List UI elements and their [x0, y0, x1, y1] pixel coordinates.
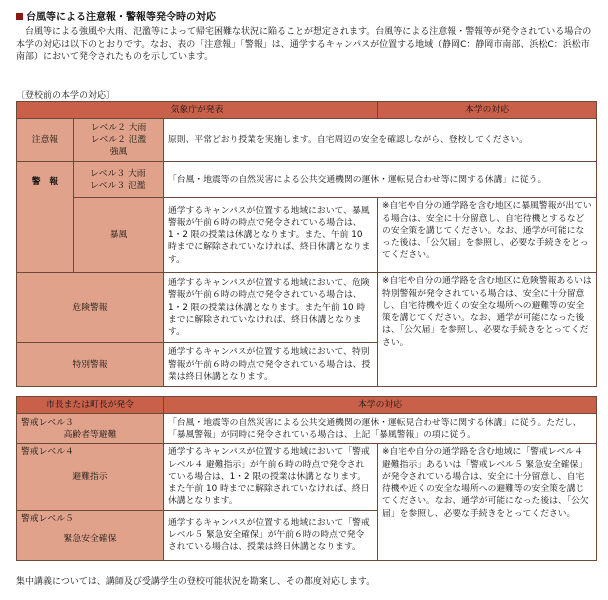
- level5-action: 通学するキャンパスが位置する地域において「警戒レベル５ 緊急安全確保」が午前６時の時点で発令されている場合は、授業は終日休講となります。: [164, 510, 378, 560]
- header-issued-by-jma: 気象庁が発表: [17, 102, 378, 119]
- bofu-action: 通学するキャンパスが位置する地域において、暴風警報が午前６時の時点で発令されている場合は、1・2 限の授業は休講となります。また、午前 10 時までに解除されていなければ、終日休講となります。: [164, 198, 378, 273]
- tokubetsu-label: 特別警報: [17, 343, 164, 387]
- header-university-response: 本学の対応: [378, 102, 597, 119]
- level45-note: ※自宅や自分の通学路を含む地域に「警戒レベル４ 避難指示」あるいは「警戒レベル５ 緊急安全確保」が発令されている場合は、安全に十分留意し、自宅待機や近くの安全な場所への避難等の安全策を講じてください。なお、通学が可能になった後は、「公欠届」を参照し、必要な手続きをとってください。: [378, 444, 597, 560]
- level3-label: [17, 414, 164, 444]
- level3-action: 「台風・地震等の自然災害による公共交通機関の運休・運転見合わせ等に関する休講」に従う。ただし、「暴風警報」が同時に発令されている場合は、上記「暴風警報」の項に従う。: [164, 414, 597, 444]
- table-header-row: [17, 397, 597, 414]
- level4-action: 通学するキャンパスが位置する地域において「警戒レベル４ 避難指示」が午前６時の時点で発令されている場合は、1・2 限の授業は休講となります。また午前 10 時までに解除されていなければ、終日休講となります。: [164, 444, 378, 510]
- table-row-level4: [17, 444, 597, 510]
- level5-title: 警戒レベル５: [21, 513, 74, 524]
- bullet-icon: [16, 13, 23, 20]
- chuiho-action: 原則、平常どおり授業を実施します。自宅周辺の安全を確認しながら、登校してください。: [164, 119, 597, 162]
- level4-title: 警戒レベル４: [21, 447, 74, 458]
- kiken-action: 通学するキャンパスが位置する地域において、危険警報が午前６時の時点で発令されている場合は、1・2 限の授業は休講となります。また午前 10 時までに解除されていなければ、終日休講となります。: [164, 273, 378, 343]
- before-school-table: [16, 101, 597, 387]
- bofu-note: ※自宅や自分の通学路を含む地区に暴風警報が出ている場合は、安全に十分留意し、自宅待機とするなどの安全策を講じてください。なお、通学が可能になった後は、「公欠届」を参照し、必要な手続きをとってください。: [378, 198, 597, 273]
- table1-label: 〔登校前の本学の対応〕: [16, 91, 116, 101]
- level5-name: 緊急安全確保: [63, 534, 117, 545]
- evacuation-table: [16, 396, 597, 561]
- level3-name: 高齢者等避難: [63, 429, 117, 440]
- kiken-tokubetsu-note: ※自宅や自分の通学路を含む地区に危険警報あるいは特別警報が発令されている場合は、安全に十分留意し、自宅待機や近くの安全な場所への避難等の安全策を講じてください。なお、通学が可能になった後は、「公欠届」を参照し、必要な手続きをとってください。: [378, 273, 597, 387]
- level4-name: 避難指示: [72, 471, 108, 482]
- keiho-action: 「台風・地震等の自然災害による公共交通機関の運休・運転見合わせ等に関する休講」に従う。: [164, 162, 597, 198]
- table-row-kiken: [17, 273, 597, 343]
- keiho-levels: レベル３ 大雨 レベル３ 氾濫: [74, 162, 164, 198]
- header-university-response: 本学の対応: [164, 397, 597, 414]
- intro-paragraph: 台風等による強風や大雨、氾濫等によって帰宅困難な状況に陥ることが想定されます。台風等による注意報・警報等が発令されている場合の本学の対応は以下のとおりです。なお、表の「注意報」「警報」は、通学するキャンパスが位置する地域（静岡C：静岡市南部、浜松C：浜松市南部）において発令されたものを示しています。: [16, 27, 592, 62]
- table-row-chuiho: [17, 119, 597, 162]
- header-issued-by-mayor: 市長または町長が発令: [17, 397, 164, 414]
- tokubetsu-action: 通学するキャンパスが位置する地域において、特別警報が午前６時の時点で発令されている場合は、授業は終日休講となります。: [164, 343, 378, 387]
- section-heading: 台風等による注意報・警報等発令時の対応: [16, 8, 216, 23]
- table-header-row: [17, 102, 597, 119]
- keiho-label: 警 報: [17, 162, 74, 273]
- level3-title: 警戒レベル３: [21, 417, 74, 428]
- bofu-label: 暴風: [74, 198, 164, 273]
- chuiho-levels: レベル２ 大雨 レベル２ 氾濫 強風: [74, 119, 164, 162]
- kiken-label: 危険警報: [17, 273, 164, 343]
- table-row-level3: [17, 414, 597, 444]
- footer-note: 集中講義については、講師及び受講学生の登校可能状況を勘案し、その都度対応します。: [16, 577, 376, 587]
- table-row-bofu: [17, 198, 597, 273]
- chuiho-label: 注意報: [17, 119, 74, 162]
- level4-label: [17, 444, 164, 510]
- level5-label: [17, 510, 164, 560]
- table-row-keiho: [17, 162, 597, 198]
